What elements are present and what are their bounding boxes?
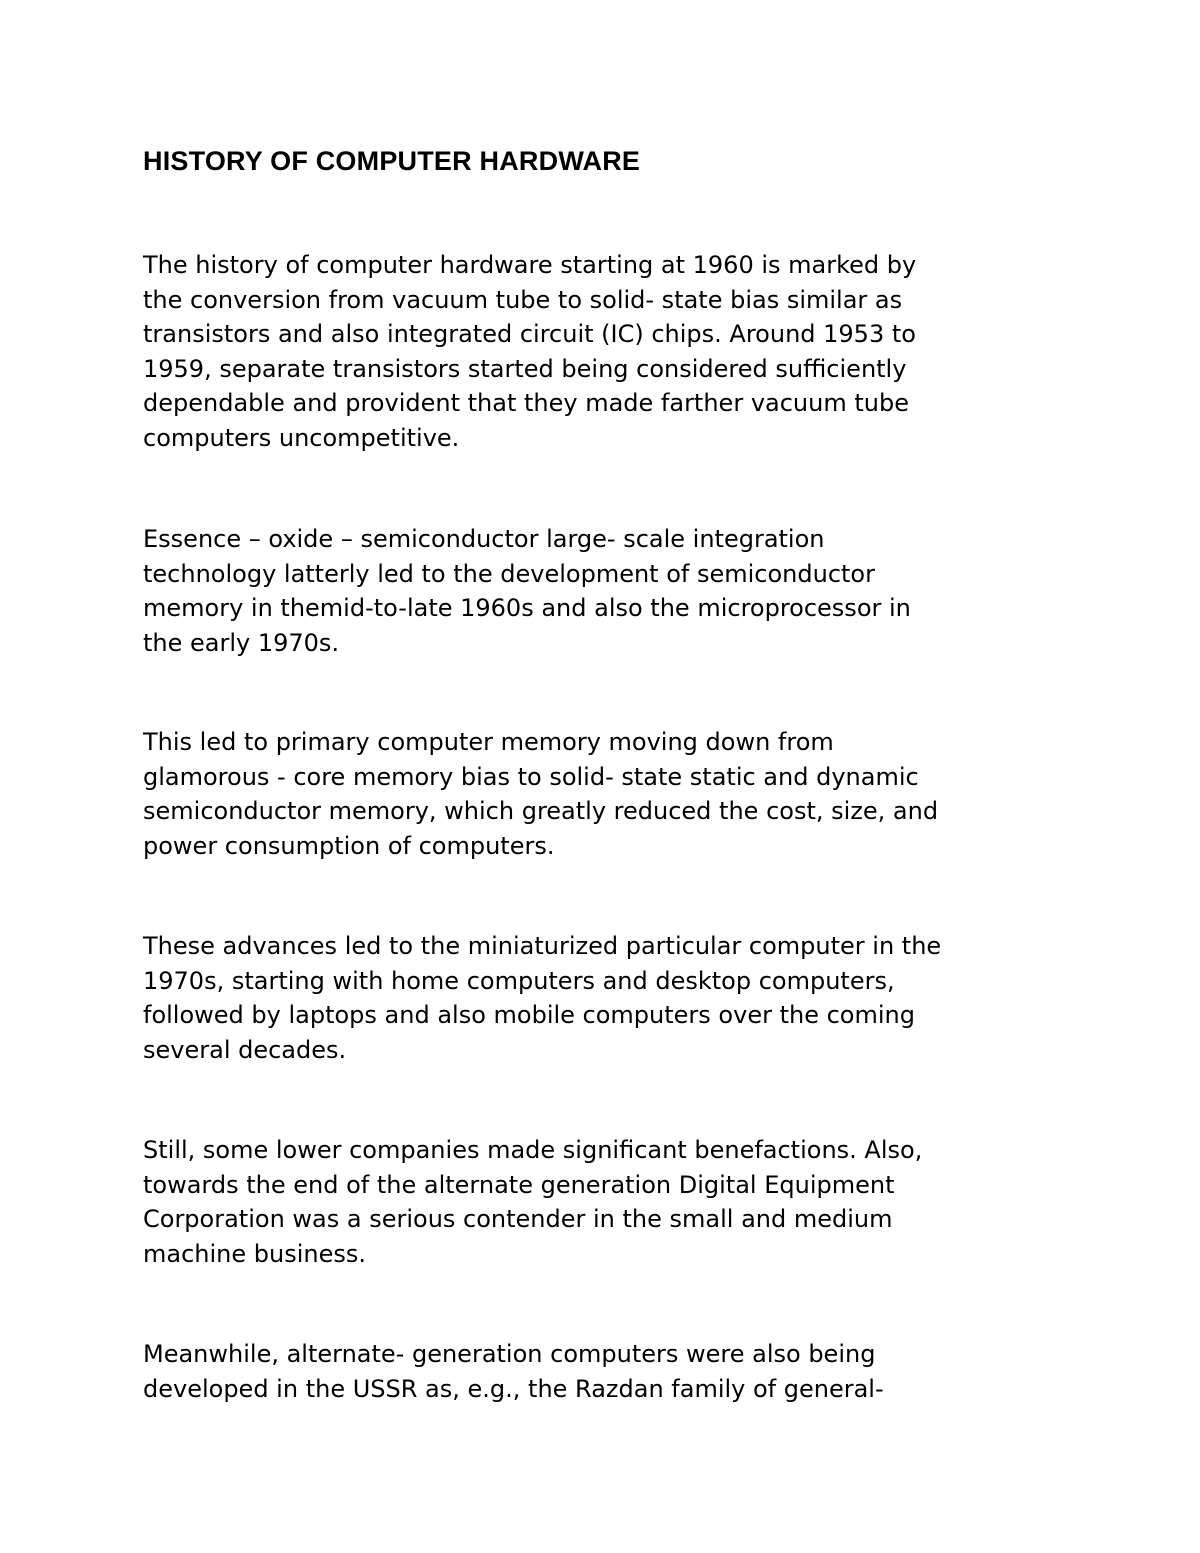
text-line: These advances led to the miniaturized particular computer in the: [143, 932, 942, 960]
text-line: several decades.: [143, 1035, 347, 1064]
text-line: transistors and also integrated circuit (IC) chips. Around 1953 to: [143, 320, 916, 348]
paragraph-1: [143, 248, 1103, 455]
paragraph-5: [143, 1133, 1103, 1271]
text-line: Meanwhile, alternate- generation computers were also being: [143, 1340, 876, 1368]
paragraph-4: [143, 929, 1103, 1067]
text-line: Essence – oxide – semiconductor large- scale integration: [143, 525, 825, 553]
text-line: The history of computer hardware starting at 1960 is marked by: [143, 251, 917, 279]
text-line: This led to primary computer memory moving down from: [143, 728, 834, 756]
text-line: computers uncompetitive.: [143, 423, 460, 452]
text-line: 1970s, starting with home computers and desktop computers,: [143, 966, 895, 995]
document-title: HISTORY OF COMPUTER HARDWARE: [143, 146, 641, 176]
text-line: Still, some lower companies made significant benefactions. Also,: [143, 1136, 923, 1164]
text-line: developed in the USSR as, e.g., the Razdan family of general-: [143, 1374, 884, 1403]
paragraph-3: [143, 725, 1103, 863]
text-line: technology latterly led to the development of semiconductor: [143, 559, 875, 588]
text-line: Corporation was a serious contender in the small and medium: [143, 1205, 893, 1233]
text-line: 1959, separate transistors started being considered sufficiently: [143, 354, 907, 383]
paragraph-2: [143, 522, 1103, 660]
text-line: the conversion from vacuum tube to solid- state bias similar as: [143, 285, 903, 314]
text-line: followed by laptops and also mobile computers over the coming: [143, 1001, 915, 1029]
paragraph-6: [143, 1337, 1103, 1406]
text-line: towards the end of the alternate generation Digital Equipment: [143, 1170, 895, 1199]
text-line: glamorous - core memory bias to solid- state static and dynamic: [143, 762, 919, 791]
text-line: machine business.: [143, 1239, 366, 1268]
text-line: memory in themid-to-late 1960s and also the microprocessor in: [143, 594, 911, 622]
text-line: semiconductor memory, which greatly reduced the cost, size, and: [143, 797, 939, 825]
text-line: power consumption of computers.: [143, 831, 555, 860]
text-line: the early 1970s.: [143, 628, 340, 657]
text-line: dependable and provident that they made farther vacuum tube: [143, 389, 909, 417]
